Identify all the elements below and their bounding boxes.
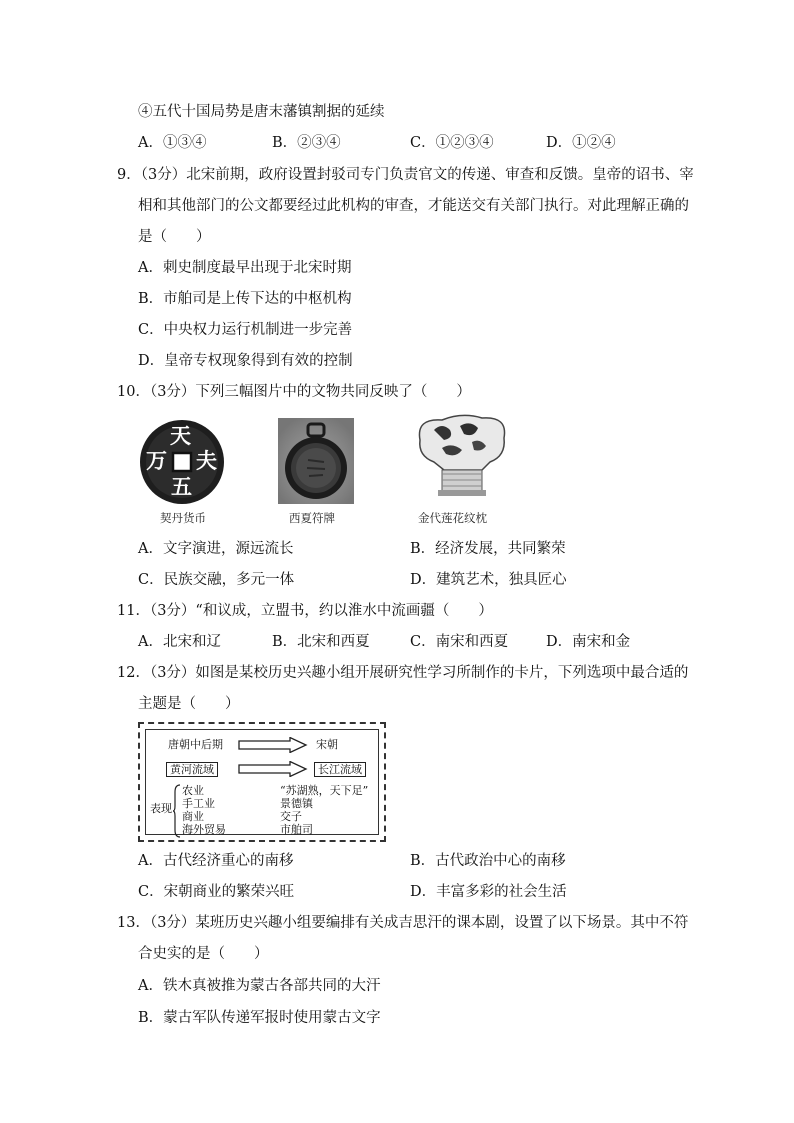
q12-option-c: C．宋朝商业的繁荣兴旺 <box>138 884 295 900</box>
q11-option-c: C．南宋和西夏 <box>410 634 509 650</box>
card-label: 表现 <box>150 802 172 815</box>
q12-stem-line-2: 主题是（ ） <box>138 696 240 712</box>
card-item-commerce: 商业 <box>182 810 204 823</box>
q8-statement-4: ④五代十国局势是唐末藩镇割据的延续 <box>138 104 385 120</box>
q13-stem-line-1: 13．（3分）某班历史兴趣小组要编排有关成吉思汗的课本剧，设置了以下场景。其中不符 <box>117 915 689 931</box>
card-item-jingdezhen: 景德镇 <box>280 797 313 810</box>
coin-char-top: 天 <box>170 423 191 448</box>
q9-option-a: A．刺史制度最早出现于北宋时期 <box>138 260 352 276</box>
q11-option-b: B．北宋和西夏 <box>272 634 370 650</box>
q8-option-d: D．①②④ <box>546 135 616 151</box>
card-right-top: 宋朝 <box>316 738 338 751</box>
card-item-agriculture: 农业 <box>182 784 204 797</box>
card-left-top: 唐朝中后期 <box>168 738 223 751</box>
left-brace-icon <box>173 784 181 838</box>
q8-option-c: C．①②③④ <box>410 135 494 151</box>
q10-option-d: D．建筑艺术，独具匠心 <box>410 572 567 588</box>
arrow-right-icon <box>238 761 308 777</box>
caption-jin-lotus-pillow: 金代莲花纹枕 <box>418 511 487 525</box>
card-left-region: 黄河流域 <box>166 762 218 777</box>
khitan-coin-image <box>138 418 226 506</box>
coin-char-left: 万 <box>146 448 167 473</box>
q10-option-a: A．文字演进，源远流长 <box>138 541 294 557</box>
q8-option-b: B．②③④ <box>272 135 341 151</box>
q9-option-b: B．市舶司是上传下达的中枢机构 <box>138 291 352 307</box>
study-card-inner <box>145 729 379 835</box>
q12-stem-line-1: 12．（3分）如图是某校历史兴趣小组开展研究性学习所制作的卡片，下列选项中最合适的 <box>117 665 689 681</box>
card-item-shibosi: 市舶司 <box>280 823 313 836</box>
q10-stem: 10．（3分）下列三幅图片中的文物共同反映了（ ） <box>117 384 471 400</box>
caption-khitan-coin: 契丹货币 <box>160 511 206 525</box>
western-xia-tally-image <box>278 418 354 504</box>
q10-option-b: B．经济发展，共同繁荣 <box>410 541 566 557</box>
jin-lotus-pillow-image <box>412 410 510 502</box>
q9-stem-line-2: 相和其他部门的公文都要经过此机构的审查，才能送交有关部门执行。对此理解正确的 <box>138 198 689 214</box>
study-card <box>138 722 386 842</box>
q13-option-b: B．蒙古军队传递军报时使用蒙古文字 <box>138 1010 381 1026</box>
q11-option-a: A．北宋和辽 <box>138 634 221 650</box>
coin-char-right: 夫 <box>196 448 217 473</box>
card-item-jiaozi: 交子 <box>280 810 302 823</box>
card-quote: “苏湖熟，天下足” <box>280 784 369 797</box>
q13-option-a: A．铁木真被推为蒙古各部共同的大汗 <box>138 978 381 994</box>
caption-western-xia-tally: 西夏符牌 <box>289 511 335 525</box>
card-item-overseas-trade: 海外贸易 <box>182 823 226 836</box>
card-item-handicraft: 手工业 <box>182 797 215 810</box>
q8-option-a: A．①③④ <box>138 135 207 151</box>
q13-stem-line-2: 合史实的是（ ） <box>138 946 269 962</box>
q11-stem: 11．（3分）“和议成，立盟书，约以淮水中流画疆（ ） <box>117 603 493 619</box>
q9-option-c: C．中央权力运行机制进一步完善 <box>138 322 353 338</box>
q12-option-d: D．丰富多彩的社会生活 <box>410 884 567 900</box>
q12-option-b: B．古代政治中心的南移 <box>410 853 566 869</box>
q10-option-c: C．民族交融，多元一体 <box>138 572 295 588</box>
coin-char-bottom: 五 <box>171 474 192 499</box>
q9-stem-line-3: 是（ ） <box>138 229 211 245</box>
q9-option-d: D．皇帝专权现象得到有效的控制 <box>138 353 353 369</box>
arrow-right-icon <box>238 737 308 753</box>
q9-stem-line-1: 9．（3分）北宋前期，政府设置封驳司专门负责官文的传递、审查和反馈。皇帝的诏书、宰 <box>117 167 694 183</box>
card-right-region: 长江流域 <box>314 762 366 777</box>
q12-option-a: A．古代经济重心的南移 <box>138 853 294 869</box>
q11-option-d: D．南宋和金 <box>546 634 631 650</box>
